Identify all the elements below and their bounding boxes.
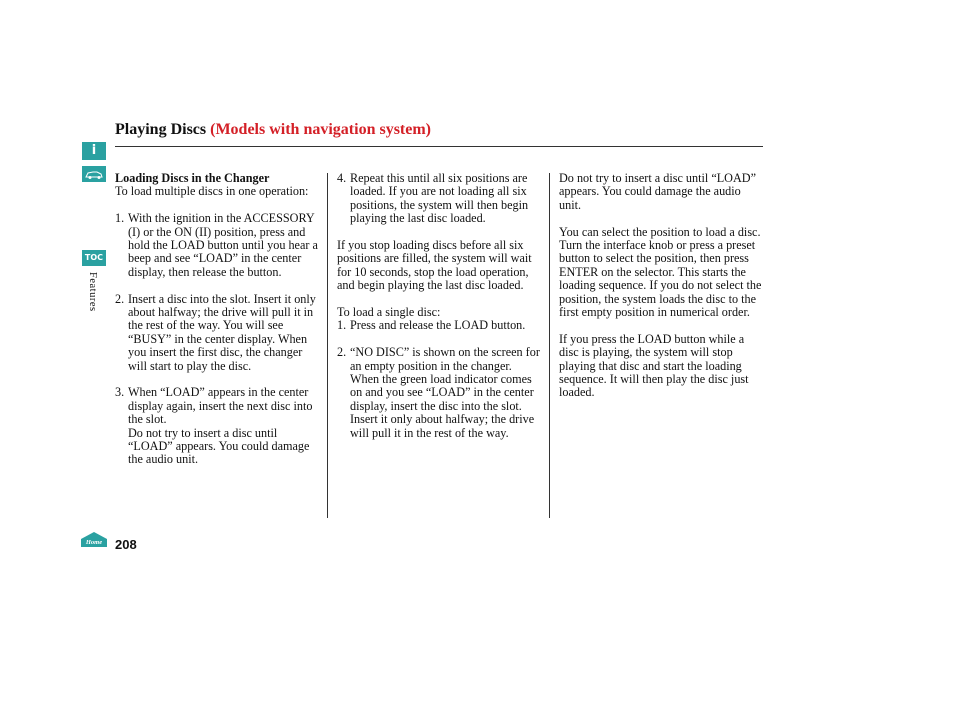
step-text: Insert a disc into the slot. Insert it only about halfway; the drive will pull it in the rest of the way. You will see “BUSY” in the center display. When you insert the first disc, the changer will start to play the disc. [128, 291, 316, 373]
step-text: When “LOAD” appears in the center display again, insert the next disc into the slot. [128, 385, 313, 427]
step-number: 2. [115, 291, 125, 306]
column-divider [327, 173, 328, 518]
step-number: 1. [337, 318, 347, 333]
step-text: Press and release the LOAD button. [350, 318, 526, 333]
step-text: “NO DISC” is shown on the screen for an empty position in the changer. When the green load indicator comes on and you see “LOAD” in the center display, insert the disc into the slot. Insert it only about halfway; the drive will pull it in the rest of the way. [350, 345, 540, 440]
home-icon [80, 531, 108, 548]
title-accent: (Models with navigation system) [210, 121, 432, 138]
step-text: Repeat this until all six positions are loaded. If you are not loading all six positions, the system will then begin playing the last disc loaded. [350, 171, 529, 226]
toc-button[interactable] [82, 250, 106, 266]
section-heading: Loading Discs in the Changer [115, 171, 270, 185]
paragraph: Do not try to insert a disc until “LOAD” appears. You could damage the audio unit. [559, 171, 756, 212]
intro-text: To load multiple discs in one operation: [115, 184, 309, 199]
info-icon[interactable] [82, 142, 106, 160]
title-divider [115, 146, 763, 147]
step-item [337, 319, 543, 332]
paragraph: You can select the position to load a disc. Turn the interface knob or press a preset button to select the position, then press ENTER on the selector. This starts the loading sequence. If you do not select the position, the system loads the disc to the first empty position in numerical order. [559, 224, 762, 320]
page-number: 208 [115, 537, 137, 552]
page-title [115, 121, 431, 139]
step-item [115, 293, 320, 373]
step-item [337, 172, 543, 226]
step-number: 1. [115, 211, 125, 226]
single-disc-intro: To load a single disc: [337, 305, 441, 320]
paragraph: If you press the LOAD button while a disc is playing, the system will stop playing that disc and start the loading sequence. It will then play the disc just loaded. [559, 331, 749, 400]
paragraph: If you stop loading discs before all six positions are filled, the system will wait for 10 seconds, stop the load operation, and begin playing the last disc loaded. [337, 238, 532, 293]
step-number: 3. [115, 385, 125, 400]
step-item [115, 212, 320, 279]
car-icon[interactable] [82, 166, 106, 182]
car-icon-shape [82, 166, 106, 182]
section-label-features[interactable]: Features [87, 272, 98, 312]
column-3 [559, 172, 763, 413]
info-icon-glyph: i [91, 143, 97, 158]
title-text: Playing Discs [115, 121, 207, 138]
step-text: With the ignition in the ACCESSORY (I) or the ON (II) position, press and hold the LOAD button until you hear a beep and see “LOAD” in the center display, then release the button. [128, 211, 318, 279]
toc-label: TOC [84, 253, 104, 262]
step-item [115, 386, 320, 466]
column-2 [337, 172, 543, 453]
step-note: Do not try to insert a disc until “LOAD” appears. You could damage the audio unit. [128, 425, 310, 467]
home-label: Home [85, 539, 103, 546]
home-button[interactable] [80, 531, 108, 553]
step-number: 2. [337, 345, 347, 360]
column-divider [549, 173, 550, 518]
column-1 [115, 172, 320, 480]
step-number: 4. [337, 171, 347, 185]
step-item [337, 346, 543, 440]
